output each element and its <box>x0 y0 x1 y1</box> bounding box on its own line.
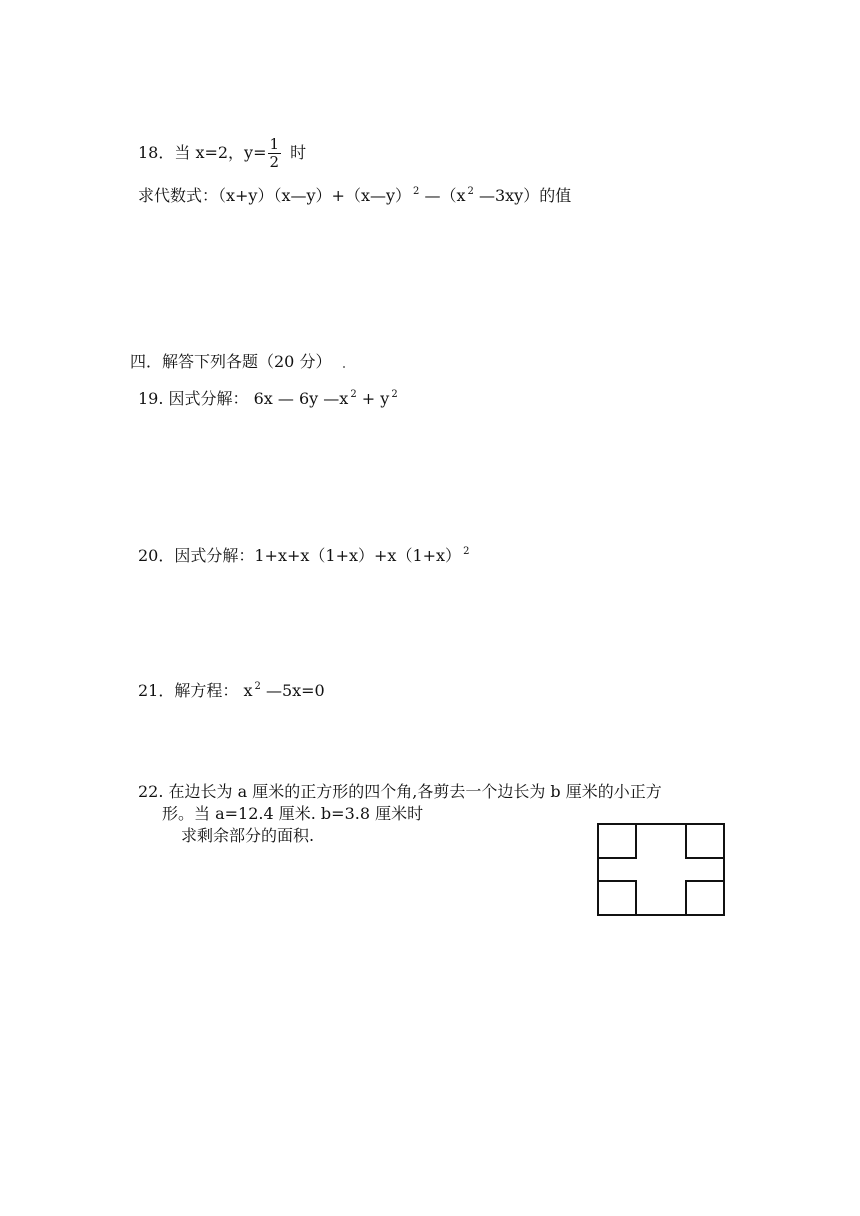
q22-line2 <box>162 804 423 824</box>
q18-expr-c: —3xy）的值 <box>473 186 572 205</box>
q21-line <box>138 681 325 701</box>
q22-line1-text: 22. 在边长为 a 厘米的正方形的四个角,各剪去一个边长为 b 厘米的小正方 <box>138 782 662 801</box>
q20-text: 20．因式分解：1+x+x（1+x）+x（1+x） <box>138 546 462 565</box>
q20-line <box>138 546 469 566</box>
q21-text-a: 21．解方程： x <box>138 681 253 700</box>
stray-dot <box>343 366 345 368</box>
q18-fraction-denominator: 2 <box>269 153 280 171</box>
outer-square <box>598 824 724 915</box>
q20-exponent: 2 <box>463 546 470 557</box>
q18-fraction-numerator: 1 <box>269 135 280 153</box>
q21-exponent: 2 <box>254 681 261 692</box>
q19-text-b: + y <box>356 389 390 408</box>
q18-line1-prefix: 18．当 x=2，y= <box>138 143 267 162</box>
q18-fraction <box>268 136 282 171</box>
section4-heading <box>130 352 331 372</box>
q18-line1 <box>138 136 306 171</box>
corner-square-top-left <box>598 824 636 858</box>
q18-line2 <box>138 186 571 206</box>
q18-expr-b: —（x <box>419 186 466 205</box>
q19-exponent-1: 2 <box>350 389 357 400</box>
section4-heading-text: 四．解答下列各题（20 分） <box>130 352 332 371</box>
corner-square-top-right <box>686 824 724 858</box>
q19-text-a: 19. 因式分解： 6x — 6y —x <box>138 389 349 408</box>
q18-exponent-1: 2 <box>413 186 420 197</box>
q18-line1-suffix: 时 <box>285 143 307 162</box>
q18-expr-a: 求代数式：（x+y）（x—y）+（x—y） <box>138 186 412 205</box>
q22-line3 <box>181 826 314 846</box>
q22-line2-text: 形。当 a=12.4 厘米. b=3.8 厘米时 <box>162 804 424 823</box>
q19-line <box>138 389 398 409</box>
q18-exponent-2: 2 <box>467 186 474 197</box>
corner-square-bottom-right <box>686 881 724 915</box>
q22-line3-text: 求剩余部分的面积. <box>181 826 315 845</box>
q19-exponent-2: 2 <box>391 389 398 400</box>
q22-line1 <box>138 782 662 802</box>
corner-square-bottom-left <box>598 881 636 915</box>
q21-text-b: —5x=0 <box>260 681 325 700</box>
square-with-cut-corners-figure <box>597 823 727 917</box>
